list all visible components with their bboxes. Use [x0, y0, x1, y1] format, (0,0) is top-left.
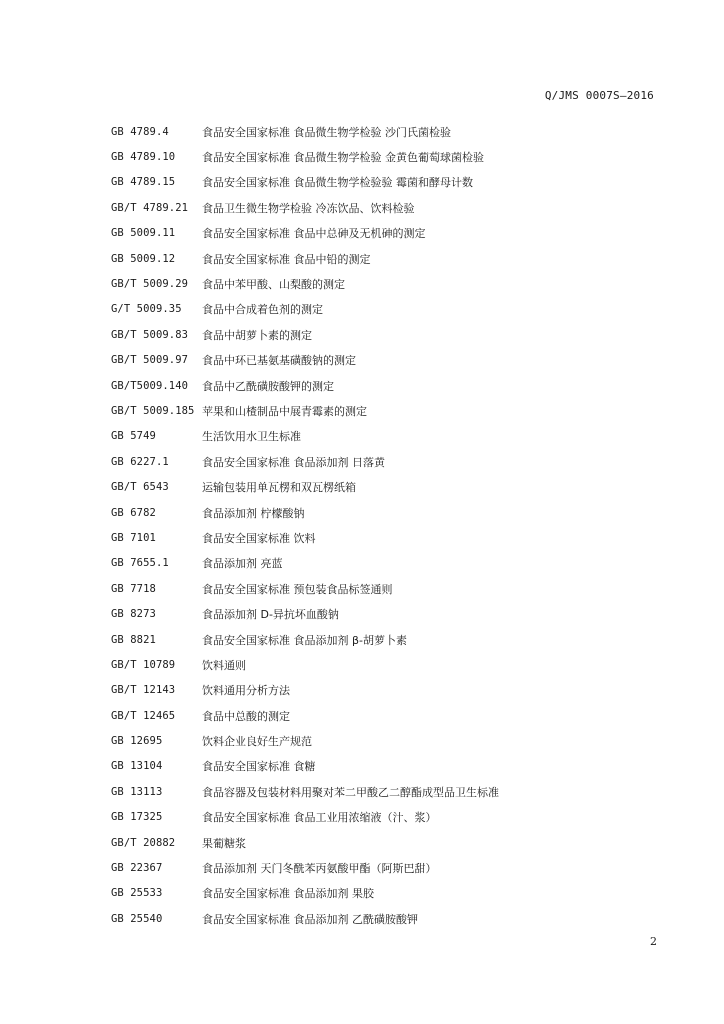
reference-row	[111, 424, 671, 449]
reference-code: GB 7718	[111, 582, 156, 595]
reference-code: GB 22367	[111, 862, 163, 875]
reference-title: 食品卫生微生物学检验 冷冻饮品、饮料检验	[202, 201, 415, 215]
reference-row	[111, 855, 671, 880]
reference-title: 果葡糖浆	[202, 836, 246, 850]
reference-title: 生活饮用水卫生标准	[202, 430, 301, 444]
reference-code: GB 5009.11	[111, 227, 176, 240]
reference-title: 饮料通用分析方法	[202, 684, 290, 698]
reference-row	[111, 170, 671, 195]
reference-row	[111, 881, 671, 906]
reference-title: 食品安全国家标准 食品中总砷及无机砷的测定	[202, 227, 426, 241]
reference-title: 食品安全国家标准 食品微生物学检验 沙门氏菌检验	[202, 125, 451, 139]
reference-row	[111, 246, 671, 271]
reference-row	[111, 373, 671, 398]
reference-code: GB 4789.4	[111, 125, 169, 138]
reference-code: GB 8821	[111, 633, 156, 646]
reference-row	[111, 627, 671, 652]
reference-code: GB 7101	[111, 531, 156, 544]
standard-code-header: Q/JMS 0007S—2016	[544, 89, 654, 102]
reference-row	[111, 119, 671, 144]
reference-title: 食品添加剂 柠檬酸钠	[202, 506, 305, 520]
normative-references-list	[111, 119, 671, 932]
reference-row	[111, 779, 671, 804]
reference-title: 食品容器及包装材料用聚对苯二甲酸乙二醇酯成型品卫生标准	[202, 785, 499, 799]
reference-row	[111, 805, 671, 830]
reference-title: 食品安全国家标准 食品添加剂 日落黄	[202, 455, 385, 469]
reference-row	[111, 348, 671, 373]
reference-title: 食品安全国家标准 食品添加剂 果胶	[202, 887, 374, 901]
reference-row	[111, 754, 671, 779]
page-number: 2	[650, 935, 657, 948]
reference-row	[111, 297, 671, 322]
reference-code: GB 6227.1	[111, 455, 169, 468]
reference-code: GB/T 12465	[111, 709, 176, 722]
reference-row	[111, 906, 671, 931]
reference-code: GB 12695	[111, 735, 163, 748]
reference-title: 食品安全国家标准 饮料	[202, 531, 316, 545]
reference-title: 食品中乙酰磺胺酸钾的测定	[202, 379, 334, 393]
reference-code: GB 8273	[111, 608, 156, 621]
reference-title: 食品添加剂 天门冬酰苯丙氨酸甲酯（阿斯巴甜）	[202, 862, 437, 876]
reference-code: G/T 5009.35	[111, 303, 182, 316]
reference-row	[111, 703, 671, 728]
reference-title: 饮料通则	[202, 658, 246, 672]
reference-title: 食品中环已基氨基磺酸钠的测定	[202, 354, 356, 368]
reference-row	[111, 221, 671, 246]
reference-title: 食品添加剂 D-异抗坏血酸钠	[202, 608, 339, 622]
reference-row	[111, 678, 671, 703]
reference-code: GB 17325	[111, 811, 163, 824]
reference-row	[111, 576, 671, 601]
reference-row	[111, 652, 671, 677]
reference-code: GB/T 4789.21	[111, 201, 189, 214]
reference-code: GB/T 5009.97	[111, 354, 189, 367]
reference-title: 食品中合成着色剂的测定	[202, 303, 323, 317]
reference-title: 食品安全国家标准 食品微生物学检验 金黄色葡萄球菌检验	[202, 151, 484, 165]
reference-title: 食品安全国家标准 预包装食品标签通则	[202, 582, 393, 596]
reference-row	[111, 474, 671, 499]
reference-code: GB/T 6543	[111, 481, 169, 494]
reference-row	[111, 525, 671, 550]
reference-code: GB 5009.12	[111, 252, 176, 265]
reference-code: GB 4789.15	[111, 176, 176, 189]
reference-code: GB 4789.10	[111, 151, 176, 164]
reference-row	[111, 728, 671, 753]
reference-code: GB 25533	[111, 887, 163, 900]
reference-title: 食品中总酸的测定	[202, 709, 290, 723]
reference-row	[111, 830, 671, 855]
reference-code: GB 13113	[111, 785, 163, 798]
reference-title: 食品安全国家标准 食糖	[202, 760, 316, 774]
reference-row	[111, 398, 671, 423]
reference-code: GB/T5009.140	[111, 379, 189, 392]
reference-row	[111, 144, 671, 169]
reference-code: GB 5749	[111, 430, 156, 443]
reference-code: GB/T 5009.29	[111, 278, 189, 291]
reference-code: GB 25540	[111, 912, 163, 925]
reference-row	[111, 551, 671, 576]
reference-title: 运输包装用单瓦楞和双瓦楞纸箱	[202, 481, 356, 495]
reference-title: 食品中胡萝卜素的测定	[202, 328, 312, 342]
reference-title: 食品添加剂 亮蓝	[202, 557, 283, 571]
reference-title: 食品安全国家标准 食品工业用浓缩液（汁、浆）	[202, 811, 437, 825]
reference-code: GB 13104	[111, 760, 163, 773]
reference-code: GB/T 20882	[111, 836, 176, 849]
reference-title: 食品安全国家标准 食品中铅的测定	[202, 252, 371, 266]
reference-row	[111, 449, 671, 474]
reference-row	[111, 601, 671, 626]
reference-row	[111, 500, 671, 525]
reference-code: GB 6782	[111, 506, 156, 519]
reference-row	[111, 271, 671, 296]
reference-title: 食品安全国家标准 食品添加剂 β-胡萝卜素	[202, 633, 407, 647]
reference-title: 饮料企业良好生产规范	[202, 735, 312, 749]
reference-code: GB/T 10789	[111, 658, 176, 671]
reference-code: GB/T 5009.83	[111, 328, 189, 341]
reference-code: GB/T 5009.185	[111, 404, 195, 417]
reference-row	[111, 322, 671, 347]
reference-title: 食品安全国家标准 食品添加剂 乙酰磺胺酸钾	[202, 912, 418, 926]
reference-row	[111, 195, 671, 220]
reference-title: 食品安全国家标准 食品微生物学检验验 霉菌和酵母计数	[202, 176, 473, 190]
reference-title: 苹果和山楂制品中展青霉素的测定	[202, 404, 367, 418]
reference-code: GB 7655.1	[111, 557, 169, 570]
reference-code: GB/T 12143	[111, 684, 176, 697]
reference-title: 食品中苯甲酸、山梨酸的测定	[202, 278, 345, 292]
